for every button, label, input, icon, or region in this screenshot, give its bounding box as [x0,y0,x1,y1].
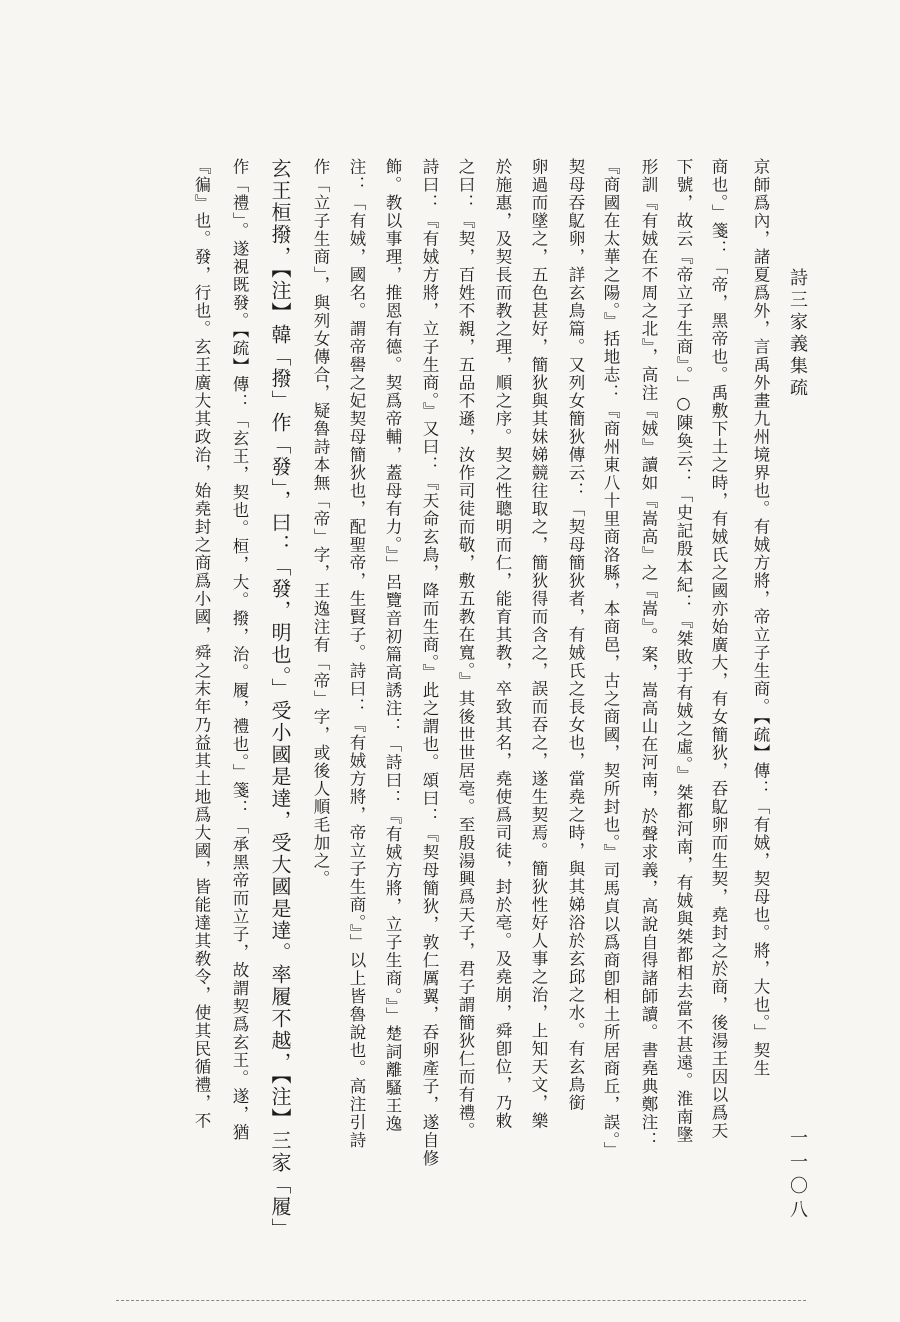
text-column-9: 之曰：『契，百姓不親，五品不遜，汝作司徒而敬，敷五教在寬。』其後世世居亳。至殷湯興爲天子，君子謂簡狄仁而有禮。 [456,158,475,1140]
text-column-1: 京師爲內，諸夏爲外，言禹外畫九州境界也。有娀方將，帝立子生商。【疏】傳：「有娀，契母也。將，大也。」契生 [751,158,770,1078]
text-column-10: 詩曰：『有娀方將，立子生商。』又曰：『天命玄鳥，降而生商。』此之謂也。頌曰：『契母簡狄，敦仁厲翼，吞卵產子，遂自修 [420,158,439,1168]
running-header-title: 詩三家義集疏 [787,268,808,400]
text-column-4: 形訓『有娀在不周之北』，高注『娀』讀如『嵩高』之『嵩』。案，嵩高山在河南，於聲求義，高說自得諸師讀。書堯典鄭注： [639,158,658,1150]
text-column-2: 商也。」箋：「帝，黑帝也。禹敷下土之時，有娀氏之國亦始廣大，有女簡狄，吞鳦卵而生契，堯封之於商，後湯王因以爲天 [709,158,728,1140]
page-number: 一一〇八 [787,1128,808,1224]
text-column-15: 作「禮」。遂視既發。【疏】傳：「玄王，契也。桓，大。撥，治。履，禮也。」箋：「承黑帝而立子，故謂契爲玄王。遂，猶 [230,158,249,1142]
text-column-14: 玄王桓撥，【注】韓「撥」作「發」，曰：「發，明也。」受小國是達，受大國是達。率履不越，【注】三家「履」 [268,158,292,1240]
text-column-11: 飾。教以事理，推恩有德。契爲帝輔，蓋母有力。』」呂覽音初篇高誘注：「詩曰：『有娀方將，立子生商。』」楚詞離騷王逸 [383,158,402,1133]
text-column-16: 『徧』也。發，行也。玄王廣大其政治，始堯封之商爲小國，舜之末年乃益其土地爲大國，皆能達其敎令，使其民循禮，不 [192,158,211,1130]
text-column-8: 於施惠，及契長而教之理，順之序。契之性聰明而仁，能育其教，卒致其名，堯使爲司徒，封於亳。及堯崩，舜卽位，乃敕 [493,158,512,1130]
text-column-13: 作「立子生商」，與列女傳合，疑魯詩本無「帝」字，王逸注有「帝」字，或後人順毛加之。 [311,158,330,888]
text-column-12: 注：「有娀，國名。謂帝嚳之妃契母簡狄也，配聖帝，生賢子。詩曰：『有娀方將，帝立子生商。』」以上皆魯說也。高注引詩 [347,158,366,1150]
text-column-5: 『商國在太華之陽。』括地志：『商州東八十里商洛縣，本商邑，古之商國，契所封也。』司馬貞以爲商卽相土所居商丘，誤。」 [601,158,620,1160]
text-column-7: 卵過而墜之，五色甚好，簡狄與其妹娣競往取之，簡狄得而含之，誤而吞之，遂生契焉。簡狄性好人事之治，上知天文，樂 [529,158,548,1130]
text-column-3: 下號，故云『帝立子生商』。」○陳奐云：「史記殷本紀：『桀敗于有娀之虛。』桀都河南，有娀與桀都相去當不甚遠。淮南墬 [674,158,693,1144]
bottom-rule [116,1300,806,1301]
text-column-6: 契母吞鳦卵，詳玄鳥篇。又列女簡狄傳云：「契母簡狄者，有娀氏之長女也，當堯之時，與其娣浴於玄邱之水。有玄鳥銜 [566,158,585,1112]
